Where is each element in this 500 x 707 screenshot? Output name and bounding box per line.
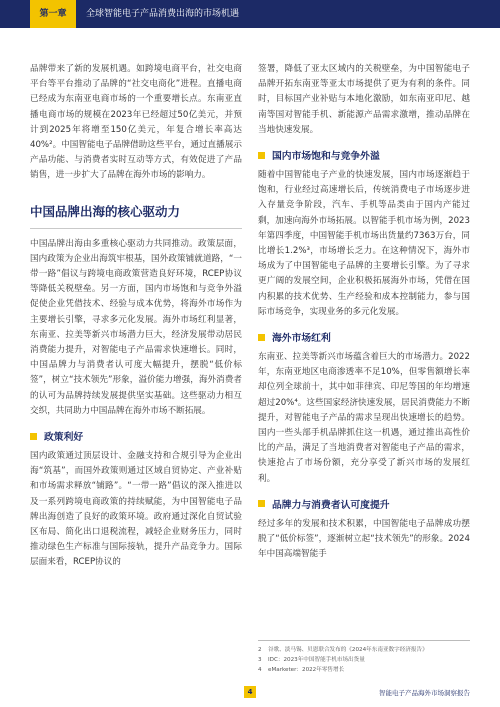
chapter-header-bar xyxy=(0,0,500,28)
footnote xyxy=(258,655,470,665)
yellow-square-icon xyxy=(30,433,37,440)
right-column xyxy=(258,62,470,562)
yellow-square-icon xyxy=(258,152,265,159)
left-paragraph-2: 中国品牌出海由多重核心驱动力共同推动。政策层面，国内政策为企业出海筑牢根基，国外政策铺就道路，“一带一路”倡议与跨境电商政策营造良好环境，RCEP协议等降低关税壁垒。另一方面，国内市场饱和与竞争外溢促使企业凭借技术、经验与成本优势，将海外市场作为主要增长引擎，寻求多元化发展。海外市场红利显著，东南亚、拉美等新兴市场潜力巨大，经济发展带动居民消费能力提升，对智能电子产品需求快速增长。同时，中国品牌力与消费者认可度大幅提升，摆脱“低价标签”，树立“技术领先”形象，溢价能力增强，海外消费者的认可为品牌持续发展提供坚实基础。这些驱动力相互交织，共同助力中国品牌在海外市场不断拓展。 xyxy=(30,238,242,416)
subheading-brand-recognition xyxy=(258,497,470,511)
section-heading: 中国品牌出海的核心驱动力 xyxy=(30,203,181,219)
footnote-text: eMarketer：2022年零售增长 xyxy=(268,667,345,673)
yellow-square-icon xyxy=(258,334,265,341)
subheading-overseas-dividend-label: 海外市场红利 xyxy=(272,333,331,345)
page-number: 4 xyxy=(244,686,256,698)
section-divider xyxy=(30,228,242,229)
left-paragraph-1: 品牌带来了新的发展机遇。如跨境电商平台，社交电商平台等平台推动了品牌的“社交电商化”进程。直播电商已经成为东南亚电商市场的一个重要增长点。东南亚直播电商市场的规模在2023年已经超过50亿美元，并预计到2025年将增至150亿美元，年复合增长率高达40%²。中国智能电子品牌借助这些平台，通过直播展示产品功能、与消费者实时互动等方式，有效促进了产品销售，进一步扩大了品牌在海外市场的影响力。 xyxy=(30,64,242,181)
footnote-number: 2 xyxy=(258,647,262,653)
subheading-brand-recognition-label: 品牌力与消费者认可度提升 xyxy=(272,499,390,511)
footnote-number: 3 xyxy=(258,657,262,663)
right-paragraph-2: 随着中国智能电子产业的快速发展，国内市场逐渐趋于饱和，行业经过高速增长后，传统消费电子市场逐步进入存量竞争阶段，汽车、手机等品类由于国内产能过剩，加速向海外市场拓展。以智能手机市场为例，2023年第四季度，中国智能手机市场出货量约7363万台，同比增长1.2%³，市场增长乏力。在这种情况下，海外市场成为了中国智能电子品牌的主要增长引擎。为了寻求更广阔的发展空间，企业积极拓展海外市场，凭借在国内积累的技术优势、生产经验和成本控制能力，参与国际市场竞争，实现业务的多元化发展。 xyxy=(258,170,470,317)
chapter-label: 第一章 xyxy=(30,0,76,28)
yellow-square-icon xyxy=(258,500,265,507)
subheading-domestic-saturation-label: 国内市场饱和与竞争外溢 xyxy=(272,151,380,163)
subheading-policy xyxy=(30,429,242,443)
footnote-text: 谷歌、淡马锡、贝恩联合发布的《2024年东南亚数字经济报告》 xyxy=(268,647,428,653)
left-paragraph-3: 国内政策通过顶层设计、金融支持和合规引导为企业出海“筑基”，而国外政策则通过区域自贸协定、产业补贴和市场需求释放“铺路”。“一带一路”倡议的深入推进以及一系列跨境电商政策的持续赋能，为中国智能电子品牌出海创造了良好的政策环境。政府通过深化自贸试验区布局、简化出口退税流程，减轻企业财务压力，同时推动绿色生产标准与国际接轨，提升产品竞争力。国际层面来看，RCEP协议的 xyxy=(30,451,242,568)
left-column xyxy=(30,62,242,571)
subheading-overseas-dividend xyxy=(258,330,470,344)
footnote xyxy=(258,665,470,675)
report-title: 智能电子产品海外市场洞察报告 xyxy=(379,689,470,697)
footnotes xyxy=(258,640,470,675)
subheading-domestic-saturation xyxy=(258,148,470,162)
footnote-text: IDC：2023年中国智能手机市场出货量 xyxy=(268,657,365,663)
footnote-number: 4 xyxy=(258,667,262,673)
right-paragraph-3: 东南亚、拉美等新兴市场蕴含着巨大的市场潜力。2022年，东南亚地区电商渗透率不足10%，但零售额增长率却位列全球前十，其中如菲律宾、印尼等国的年均增速超过20%⁴。这些国家经济快速发展，居民消费能力不断提升，对智能电子产品的需求呈现出快速增长的趋势。国内一些头部手机品牌抓住这一机遇，通过推出高性价比的产品，满足了当地消费者对智能电子产品的需求，快速抢占了市场份额，充分享受了新兴市场的发展红利。 xyxy=(258,352,470,484)
right-paragraph-4: 经过多年的发展和技术积累，中国智能电子品牌成功摆脱了“低价标签”，逐渐树立起“技术领先”的形象。2024年中国高端智能手 xyxy=(258,518,470,560)
footnote xyxy=(258,645,470,655)
right-paragraph-1: 签署，降低了亚太区域内的关税壁垒，为中国智能电子品牌开拓东南亚等亚太市场提供了更为有利的条件。同时，目标国产业补贴与本地化激励，如东南亚印尼、越南等国对智能手机、新能源产品需求激增，推动品牌在当地快速发展。 xyxy=(258,64,470,135)
chapter-title: 全球智能电子产品消费出海的市场机遇 xyxy=(86,9,240,19)
subheading-policy-label: 政策利好 xyxy=(44,432,84,444)
